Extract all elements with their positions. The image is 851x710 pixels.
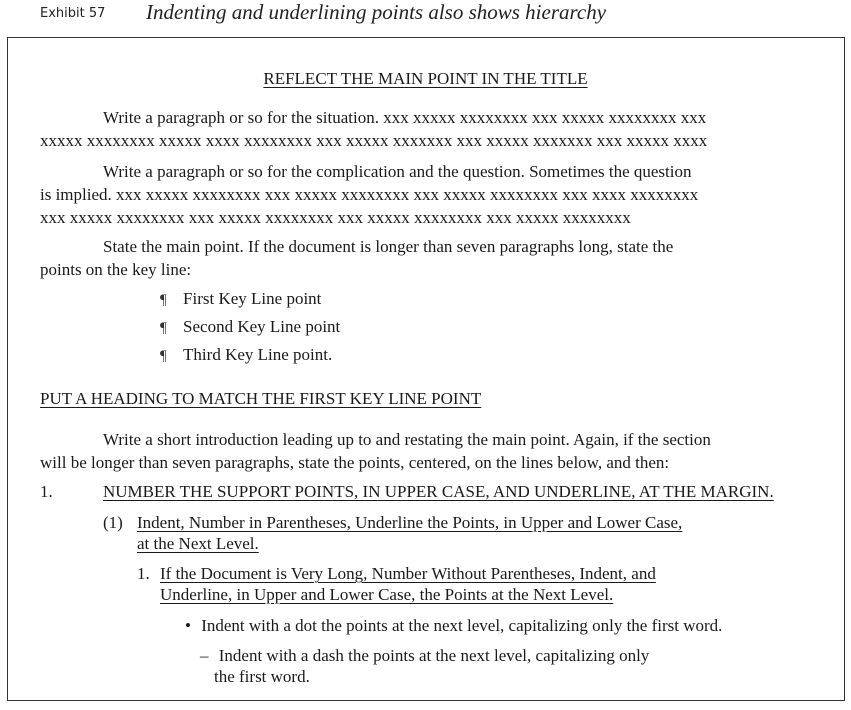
key-point-text: Third Key Line point. [183, 345, 333, 364]
level5-line-1 [200, 645, 649, 666]
complication-line-1: Write a paragraph or so for the complication and the question. Sometimes the question [103, 162, 692, 181]
exhibit-caption: Indenting and underlining points also shows hierarchy [146, 0, 607, 24]
level3-line-2: Underline, in Upper and Lower Case, the Points at the Next Level. [160, 585, 614, 604]
pilcrow-icon: ¶ [160, 348, 167, 364]
level1-point: NUMBER THE SUPPORT POINTS, IN UPPER CASE, AND UNDERLINE, AT THE MARGIN. [103, 482, 774, 501]
level4-text: Indent with a dot the points at the next level, capitalizing only the first word. [201, 616, 723, 635]
intro-line-1: Write a short introduction leading up to and restating the main point. Again, if the section [103, 430, 711, 449]
section-heading-wrap [40, 388, 481, 409]
complication-line-3: xxx xxxxx xxxxxxxx xxx xxxxx xxxxxxxx xxx xxxxx xxxxxxxx xxx xxxxx xxxxxxxx [40, 208, 631, 227]
pilcrow-icon: ¶ [160, 320, 167, 336]
level3-number: 1. [137, 564, 150, 583]
key-point-text: Second Key Line point [183, 317, 341, 336]
pilcrow-icon: ¶ [160, 292, 167, 308]
level3-line-2-wrap [160, 584, 613, 605]
level3-line-1-wrap [160, 563, 656, 584]
main-point-line-2: points on the key line: [40, 260, 192, 279]
main-point-line-1: State the main point. If the document is longer than seven paragraphs long, state the [103, 237, 674, 256]
level2-line-1-wrap [137, 512, 682, 533]
dash-bullet-icon: – [200, 646, 209, 665]
level2-number: (1) [103, 513, 123, 532]
level2-line-1: Indent, Number in Parentheses, Underline the Points, in Upper and Lower Case, [137, 513, 683, 532]
situation-line-2: xxxxx xxxxxxxx xxxxx xxxx xxxxxxxx xxx xxxxx xxxxxxx xxx xxxxx xxxxxxx xxx xxxxx xxxx [40, 131, 708, 150]
dot-bullet-icon: • [185, 616, 191, 635]
key-point-text: First Key Line point [183, 289, 322, 308]
level5-line-2: the first word. [214, 667, 310, 686]
key-point-3 [160, 344, 332, 367]
key-point-1 [160, 288, 321, 311]
level1-number: 1. [40, 482, 53, 501]
document-title-wrap [0, 68, 851, 89]
document-title: REFLECT THE MAIN POINT IN THE TITLE [263, 69, 588, 88]
complication-line-2: is implied. xxx xxxxx xxxxxxxx xxx xxxxx xxxxxxxx xxx xxxxx xxxxxxxx xxx xxxx xxxxxxxx [40, 185, 699, 204]
situation-line-1: Write a paragraph or so for the situation. xxx xxxxx xxxxxxxx xxx xxxxx xxxxxxxx xxx [103, 108, 707, 127]
section-heading: PUT A HEADING TO MATCH THE FIRST KEY LINE POINT [40, 389, 482, 408]
intro-line-2: will be longer than seven paragraphs, state the points, centered, on the lines below, and then: [40, 453, 670, 472]
level3-line-1: If the Document is Very Long, Number Without Parentheses, Indent, and [160, 564, 656, 583]
level5-text: Indent with a dash the points at the next level, capitalizing only [218, 646, 650, 665]
level4-point [185, 615, 722, 636]
level1-point-wrap [103, 481, 774, 502]
level2-line-2-wrap [137, 533, 259, 554]
level2-line-2: at the Next Level. [137, 534, 259, 553]
key-point-2 [160, 316, 340, 339]
exhibit-number: Exhibit 57 [40, 6, 106, 21]
